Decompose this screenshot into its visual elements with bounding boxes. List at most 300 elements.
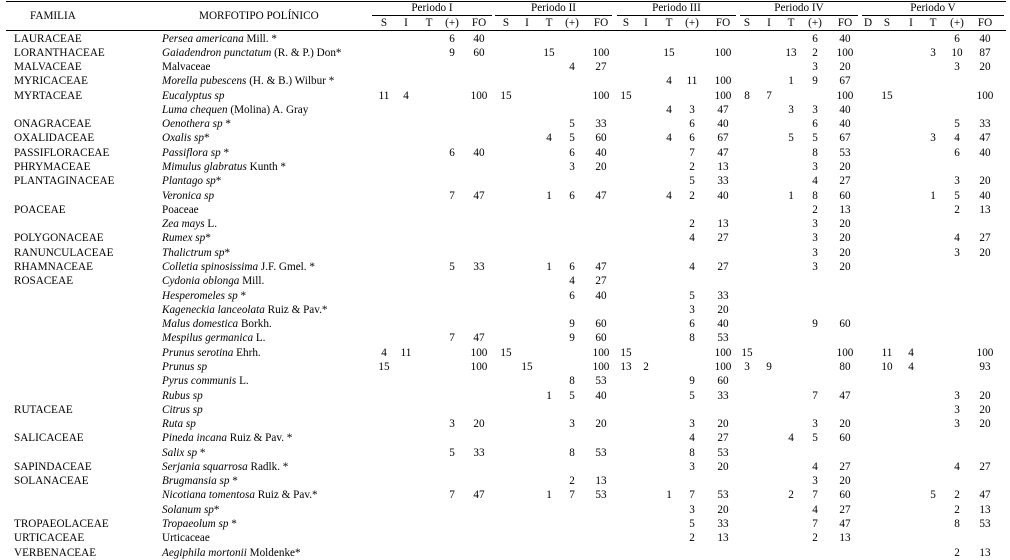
count-cell: 80: [839, 360, 851, 373]
count-cell: 3: [812, 218, 818, 231]
family-name: MYRTACEAE: [14, 89, 83, 102]
count-cell: 2: [954, 503, 960, 516]
count-cell: 7: [812, 518, 818, 531]
count-cell: 4: [403, 89, 409, 102]
count-cell: 20: [839, 418, 851, 431]
taxon-author: Moldenke*: [246, 546, 301, 559]
pollen-morphotype: [162, 103, 308, 117]
count-cell: 40: [839, 32, 851, 45]
taxon-name: Hesperomeles sp: [162, 289, 238, 302]
pollen-morphotype: [162, 517, 237, 531]
subcolumn-header: S: [743, 17, 751, 29]
count-cell: 20: [839, 246, 851, 259]
family-name: RHAMNACEAE: [14, 260, 93, 273]
count-cell: 53: [595, 375, 607, 388]
pollen-morphotype: [162, 303, 328, 317]
family-name: LORANTHACEAE: [14, 46, 105, 59]
count-cell: 40: [717, 318, 729, 331]
count-cell: 33: [717, 289, 729, 302]
pollen-morphotype: [162, 32, 277, 46]
count-cell: 40: [979, 32, 991, 45]
pollen-morphotype: [162, 317, 272, 331]
family-name: SOLANACEAE: [14, 475, 89, 488]
count-cell: 2: [689, 532, 695, 545]
count-cell: 67: [839, 75, 851, 88]
count-cell: 47: [473, 489, 485, 502]
taxon-author: Poaceae: [162, 203, 199, 216]
count-cell: 27: [717, 432, 729, 445]
taxon-name: Prunus sp: [162, 360, 208, 373]
count-cell: 33: [473, 260, 485, 273]
pollen-morphotype: [162, 74, 334, 88]
count-cell: 2: [812, 46, 818, 59]
count-cell: 3: [812, 161, 818, 174]
taxon-name: Colletia spinosissima: [162, 260, 259, 273]
count-cell: 100: [836, 346, 854, 359]
period-header: Periodo V: [910, 2, 956, 14]
taxon-name: Oxalis sp: [162, 132, 204, 145]
count-cell: 3: [930, 132, 936, 145]
count-cell: 3: [954, 175, 960, 188]
count-cell: 6: [689, 318, 695, 331]
count-cell: 8: [812, 189, 818, 202]
count-cell: 20: [979, 418, 991, 431]
count-cell: 7: [449, 332, 455, 345]
taxon-name: Brugmansia sp: [162, 475, 230, 488]
taxon-name: Plantago sp: [162, 175, 216, 188]
count-cell: 53: [979, 518, 991, 531]
count-cell: 100: [470, 346, 488, 359]
count-cell: 4: [788, 432, 794, 445]
count-cell: 2: [643, 360, 649, 373]
count-cell: 20: [595, 418, 607, 431]
count-cell: 13: [717, 532, 729, 545]
count-cell: 15: [378, 360, 390, 373]
count-cell: 13: [595, 475, 607, 488]
subcolumn-header: (+): [445, 17, 459, 29]
count-cell: 4: [666, 75, 672, 88]
count-cell: 47: [595, 260, 607, 273]
family-name: PASSIFLORACEAE: [14, 146, 110, 159]
taxon-name: Veronica sp: [162, 189, 215, 202]
count-cell: 8: [954, 518, 960, 531]
count-cell: 53: [717, 446, 729, 459]
count-cell: 6: [689, 132, 695, 145]
count-cell: 60: [595, 332, 607, 345]
count-cell: 7: [449, 489, 455, 502]
count-cell: 4: [954, 232, 960, 245]
count-cell: 20: [473, 418, 485, 431]
count-cell: 11: [686, 75, 698, 88]
taxon-author: *: [205, 232, 211, 245]
taxon-author: *: [197, 446, 206, 459]
count-cell: 20: [717, 418, 729, 431]
subcolumn-header: S: [502, 17, 510, 29]
count-cell: 11: [378, 89, 390, 102]
count-cell: 47: [595, 189, 607, 202]
count-cell: 13: [979, 503, 991, 516]
count-cell: 8: [689, 332, 695, 345]
subcolumn-header: D: [863, 17, 873, 29]
count-cell: 10: [881, 360, 893, 373]
count-cell: 40: [473, 32, 485, 45]
count-cell: 67: [717, 132, 729, 145]
count-cell: 4: [954, 460, 960, 473]
count-cell: 4: [381, 346, 387, 359]
taxon-author: *: [213, 503, 220, 516]
pollen-morphotype: [162, 289, 246, 303]
count-cell: 27: [979, 232, 991, 245]
count-cell: 13: [717, 161, 729, 174]
count-cell: 2: [954, 489, 960, 502]
taxon-name: Gaiadendron punctatum: [162, 46, 272, 59]
pollen-morphotype: [162, 360, 207, 374]
count-cell: 15: [741, 346, 753, 359]
count-cell: 67: [839, 132, 851, 145]
subcolumn-header: S: [380, 17, 388, 29]
count-cell: 11: [400, 346, 412, 359]
count-cell: 6: [954, 32, 960, 45]
count-cell: 100: [592, 346, 610, 359]
count-cell: 1: [546, 260, 552, 273]
count-cell: 15: [543, 46, 555, 59]
taxon-author: Mill.: [239, 275, 265, 288]
family-name: VERBENACEAE: [14, 546, 97, 559]
subcolumn-header: (+): [685, 17, 699, 29]
count-cell: 3: [569, 418, 575, 431]
count-cell: 2: [812, 532, 818, 545]
header-bottom-rule: [6, 30, 1006, 31]
taxon-name: Mespilus germanica: [162, 332, 254, 345]
count-cell: 5: [689, 518, 695, 531]
count-cell: 4: [812, 175, 818, 188]
count-cell: 100: [592, 46, 610, 59]
count-cell: 27: [595, 275, 607, 288]
count-cell: 5: [812, 432, 818, 445]
count-cell: 4: [666, 189, 672, 202]
count-cell: 9: [812, 75, 818, 88]
taxon-author: *: [228, 518, 237, 531]
count-cell: 3: [954, 403, 960, 416]
count-cell: 3: [689, 418, 695, 431]
count-cell: 13: [717, 218, 729, 231]
taxon-author: (R. & P.) Don*: [271, 46, 342, 59]
count-cell: 40: [595, 289, 607, 302]
count-cell: 2: [689, 161, 695, 174]
count-cell: 6: [812, 118, 818, 131]
taxon-name: Solanum sp: [162, 503, 214, 516]
count-cell: 4: [812, 460, 818, 473]
count-cell: 33: [595, 118, 607, 131]
count-cell: 3: [812, 246, 818, 259]
family-name: RUTACEAE: [14, 403, 73, 416]
count-cell: 4: [569, 275, 575, 288]
count-cell: 100: [836, 89, 854, 102]
family-name: PLANTAGINACEAE: [14, 175, 115, 188]
taxon-author: (H. & B.) Wilbur *: [246, 75, 335, 88]
taxon-name: Morella pubescens: [162, 75, 247, 88]
count-cell: 7: [812, 489, 818, 502]
count-cell: 100: [714, 75, 732, 88]
count-cell: 100: [976, 346, 994, 359]
subcolumn-header: FO: [837, 17, 853, 29]
count-cell: 20: [839, 475, 851, 488]
count-cell: 13: [979, 203, 991, 216]
taxon-name: Thalictrum sp: [162, 246, 225, 259]
count-cell: 93: [979, 360, 991, 373]
taxon-author: Ruiz & Pav.*: [264, 303, 328, 316]
subcolumn-header: T: [545, 17, 553, 29]
count-cell: 13: [839, 203, 851, 216]
count-cell: 33: [473, 446, 485, 459]
pollen-morphotype: [162, 231, 211, 245]
count-cell: 5: [930, 489, 936, 502]
count-cell: 13: [979, 546, 991, 559]
count-cell: 13: [620, 360, 632, 373]
count-cell: 60: [839, 489, 851, 502]
pollen-morphotype: [162, 174, 221, 188]
count-cell: 2: [689, 218, 695, 231]
family-name: SAPINDACEAE: [14, 460, 92, 473]
count-cell: 100: [592, 360, 610, 373]
count-cell: 2: [788, 489, 794, 502]
count-cell: 33: [979, 118, 991, 131]
count-cell: 33: [717, 175, 729, 188]
count-cell: 3: [812, 418, 818, 431]
taxon-name: Serjania squarrosa: [162, 460, 248, 473]
pollen-morphotype: [162, 546, 301, 560]
count-cell: 40: [595, 389, 607, 402]
count-cell: 13: [839, 532, 851, 545]
count-cell: 3: [449, 418, 455, 431]
count-cell: 60: [839, 318, 851, 331]
count-cell: 6: [569, 289, 575, 302]
taxon-author: J.F. Gmel. *: [258, 260, 315, 273]
count-cell: 3: [954, 389, 960, 402]
count-cell: 1: [666, 489, 672, 502]
count-cell: 33: [717, 389, 729, 402]
count-cell: 3: [812, 61, 818, 74]
count-cell: 40: [839, 103, 851, 116]
count-cell: 5: [569, 118, 575, 131]
pollen-morphotype: [162, 346, 261, 360]
count-cell: 100: [714, 46, 732, 59]
count-cell: 6: [449, 146, 455, 159]
count-cell: 60: [839, 189, 851, 202]
count-cell: 1: [546, 389, 552, 402]
count-cell: 6: [812, 32, 818, 45]
count-cell: 53: [595, 446, 607, 459]
count-cell: 20: [979, 389, 991, 402]
count-cell: 87: [979, 46, 991, 59]
taxon-name: Persea americana: [162, 32, 244, 45]
count-cell: 10: [951, 46, 963, 59]
count-cell: 20: [839, 260, 851, 273]
taxon-author: Ruiz & Pav.*: [254, 489, 318, 502]
count-cell: 5: [689, 175, 695, 188]
count-cell: 8: [569, 375, 575, 388]
count-cell: 27: [979, 460, 991, 473]
subcolumn-header: FO: [977, 17, 993, 29]
period-header: Periodo III: [652, 2, 701, 14]
subcolumn-header: I: [644, 17, 648, 29]
pollen-morphotype: [162, 460, 288, 474]
count-cell: 100: [714, 360, 732, 373]
taxon-name: Salix sp: [162, 446, 198, 459]
count-cell: 9: [569, 318, 575, 331]
count-cell: 3: [744, 360, 750, 373]
count-cell: 4: [689, 232, 695, 245]
subcolumn-header: I: [525, 17, 529, 29]
count-cell: 40: [717, 189, 729, 202]
family-name: URTICACEAE: [14, 532, 85, 545]
subcolumn-header: T: [787, 17, 795, 29]
pollen-morphotype: [162, 274, 264, 288]
count-cell: 5: [449, 260, 455, 273]
count-cell: 5: [569, 132, 575, 145]
count-cell: 20: [717, 460, 729, 473]
family-name: SALICACEAE: [14, 432, 84, 445]
pollen-morphotype: [162, 431, 292, 445]
count-cell: 40: [979, 189, 991, 202]
count-cell: 1: [788, 189, 794, 202]
count-cell: 4: [908, 346, 914, 359]
count-cell: 20: [717, 503, 729, 516]
count-cell: 4: [908, 360, 914, 373]
count-cell: 47: [717, 146, 729, 159]
taxon-author: Borkh.: [238, 318, 272, 331]
family-name: POLYGONACEAE: [14, 232, 104, 245]
family-name: RANUNCULACEAE: [14, 246, 114, 259]
count-cell: 4: [666, 132, 672, 145]
count-cell: 8: [569, 446, 575, 459]
count-cell: 5: [689, 389, 695, 402]
count-cell: 2: [689, 189, 695, 202]
count-cell: 4: [812, 503, 818, 516]
count-cell: 100: [592, 89, 610, 102]
taxon-author: Ruiz & Pav. *: [226, 432, 293, 445]
pollen-morphotype: [162, 89, 224, 103]
count-cell: 9: [812, 318, 818, 331]
taxon-name: Pineda incana: [162, 432, 227, 445]
count-cell: 27: [717, 232, 729, 245]
count-cell: 5: [788, 132, 794, 145]
count-cell: 6: [569, 260, 575, 273]
count-cell: 3: [689, 103, 695, 116]
family-name: PHRYMACEAE: [14, 161, 91, 174]
subcolumn-header: I: [909, 17, 913, 29]
count-cell: 3: [954, 418, 960, 431]
family-name: POACEAE: [14, 203, 66, 216]
pollen-morphotype: [162, 474, 238, 488]
count-cell: 1: [546, 189, 552, 202]
count-cell: 47: [473, 189, 485, 202]
count-cell: 9: [766, 360, 772, 373]
count-cell: 27: [839, 503, 851, 516]
count-cell: 53: [839, 146, 851, 159]
pollen-morphotype: [162, 146, 229, 160]
family-name: LAURACEAE: [14, 32, 82, 45]
taxon-author: Radlk. *: [247, 460, 289, 473]
count-cell: 3: [812, 103, 818, 116]
taxon-author: *: [215, 175, 222, 188]
taxon-author: *: [224, 246, 231, 259]
taxon-author: *: [229, 475, 238, 488]
count-cell: 2: [569, 475, 575, 488]
count-cell: 7: [689, 146, 695, 159]
count-cell: 47: [839, 389, 851, 402]
subcolumn-header: S: [883, 17, 891, 29]
count-cell: 7: [569, 489, 575, 502]
family-name: ONAGRACEAE: [14, 118, 92, 131]
pollen-morphotype: [162, 446, 206, 460]
count-cell: 3: [954, 61, 960, 74]
taxon-author: Kunth *: [246, 161, 287, 174]
taxon-name: Mimulus glabratus: [162, 161, 247, 174]
count-cell: 6: [449, 32, 455, 45]
count-cell: 47: [717, 103, 729, 116]
count-cell: 60: [839, 432, 851, 445]
count-cell: 20: [979, 403, 991, 416]
count-cell: 100: [714, 89, 732, 102]
subcolumn-header: I: [767, 17, 771, 29]
family-name: ROSACEAE: [14, 275, 74, 288]
table-top-rule: [6, 1, 1006, 2]
count-cell: 3: [569, 161, 575, 174]
pollen-morphotype: [162, 417, 196, 431]
count-cell: 4: [666, 103, 672, 116]
taxon-author: Mill. *: [243, 32, 277, 45]
count-cell: 15: [500, 346, 512, 359]
taxon-name: Aegiphila mortonii: [162, 546, 247, 559]
count-cell: 100: [976, 89, 994, 102]
count-cell: 7: [766, 89, 772, 102]
count-cell: 9: [449, 46, 455, 59]
pollen-morphotype: [162, 374, 249, 388]
period-header: Periodo II: [530, 2, 577, 14]
count-cell: 7: [812, 389, 818, 402]
taxon-author: Ehrh.: [233, 346, 261, 359]
count-cell: 20: [839, 161, 851, 174]
count-cell: 13: [785, 46, 797, 59]
pollen-morphotype: [162, 160, 286, 174]
count-cell: 100: [470, 360, 488, 373]
count-cell: 5: [812, 132, 818, 145]
column-header-morfotipo: MORFOTIPO POLÍNICO: [199, 10, 319, 22]
taxon-name: Nicotiana tomentosa: [162, 489, 255, 502]
count-cell: 3: [689, 303, 695, 316]
subcolumn-header: S: [622, 17, 630, 29]
count-cell: 20: [979, 246, 991, 259]
count-cell: 40: [595, 146, 607, 159]
count-cell: 40: [717, 118, 729, 131]
count-cell: 27: [717, 260, 729, 273]
count-cell: 60: [595, 318, 607, 331]
count-cell: 15: [500, 89, 512, 102]
count-cell: 9: [689, 375, 695, 388]
pollen-morphotype: [162, 503, 220, 517]
family-name: MYRICACEAE: [14, 75, 88, 88]
count-cell: 20: [839, 232, 851, 245]
count-cell: 100: [714, 346, 732, 359]
taxon-name: Malus domestica: [162, 318, 239, 331]
count-cell: 5: [954, 118, 960, 131]
count-cell: 20: [979, 175, 991, 188]
count-cell: 27: [839, 175, 851, 188]
count-cell: 53: [595, 489, 607, 502]
count-cell: 8: [689, 446, 695, 459]
count-cell: 6: [954, 146, 960, 159]
